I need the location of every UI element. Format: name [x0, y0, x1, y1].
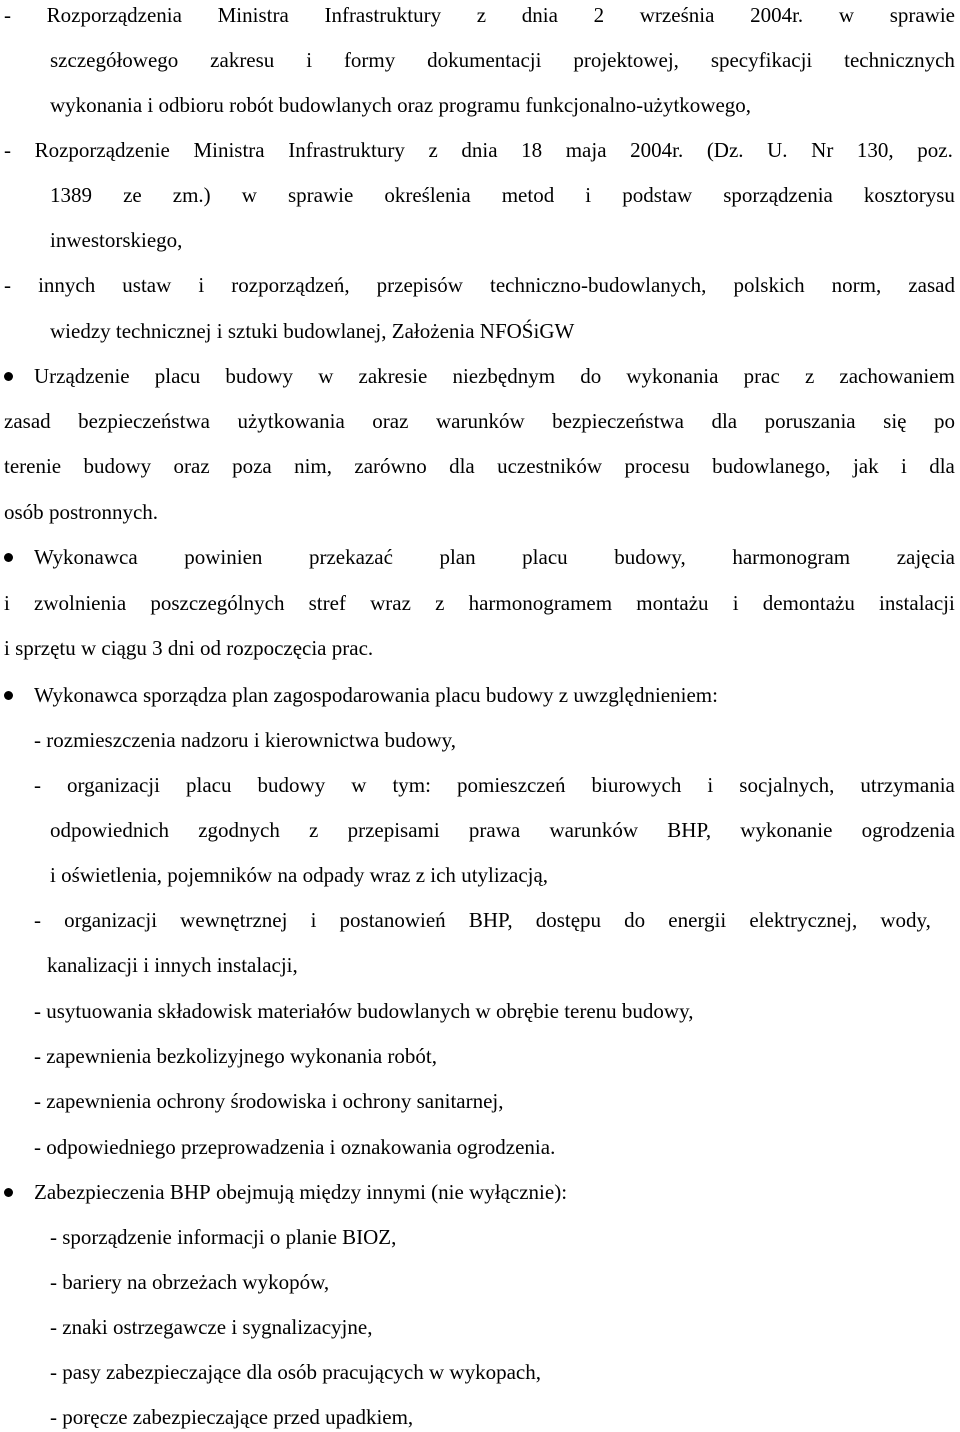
text-line: osób postronnych.: [4, 500, 159, 524]
text-line: - pasy zabezpieczające dla osób pracujących w wykopach,: [50, 1360, 541, 1384]
bullet-icon: [4, 1188, 13, 1197]
bullet-icon: [4, 372, 13, 381]
bullet-icon: [4, 691, 13, 700]
text-line: - znaki ostrzegawcze i sygnalizacyjne,: [50, 1315, 373, 1339]
text-line: Wykonawca powinien przekazać plan placu budowy, harmonogram zajęcia: [34, 545, 955, 569]
text-line: inwestorskiego,: [50, 228, 183, 252]
text-line: i sprzętu w ciągu 3 dni od rozpoczęcia prac.: [4, 636, 374, 660]
text-line: 1389 ze zm.) w sprawie określenia metod i podstaw sporządzenia kosztorysu: [50, 183, 955, 207]
text-line: - usytuowania składowisk materiałów budowlanych w obrębie terenu budowy,: [34, 999, 694, 1023]
text-line: Wykonawca sporządza plan zagospodarowania placu budowy z uwzględnieniem:: [34, 683, 718, 707]
text-line: i oświetlenia, pojemników na odpady wraz z ich utylizacją,: [50, 863, 549, 887]
text-line: Urządzenie placu budowy w zakresie niezbędnym do wykonania prac z zachowaniem: [34, 364, 955, 388]
text-line: - Rozporządzenie Ministra Infrastruktury z dnia 18 maja 2004r. (Dz. U. Nr 130, poz.: [4, 138, 953, 162]
text-line: - sporządzenie informacji o planie BIOZ,: [50, 1225, 397, 1249]
text-line: Zabezpieczenia BHP obejmują między innymi (nie wyłącznie):: [34, 1180, 568, 1204]
text-line: wiedzy technicznej i sztuki budowlanej, Założenia NFOŚiGW: [50, 319, 575, 343]
text-line: - innych ustaw i rozporządzeń, przepisów techniczno-budowlanych, polskich norm, zasad: [4, 273, 955, 297]
text-line: odpowiednich zgodnych z przepisami prawa warunków BHP, wykonanie ogrodzenia: [50, 818, 955, 842]
text-line: terenie budowy oraz poza nim, zarówno dla uczestników procesu budowlanego, jak i dla: [4, 454, 955, 478]
text-line: - rozmieszczenia nadzoru i kierownictwa budowy,: [34, 728, 457, 752]
text-line: - organizacji wewnętrznej i postanowień BHP, dostępu do energii elektrycznej, wody,: [34, 908, 931, 932]
text-line: - poręcze zabezpieczające przed upadkiem,: [50, 1405, 414, 1429]
text-line: zasad bezpieczeństwa użytkowania oraz warunków bezpieczeństwa dla poruszania się po: [4, 409, 955, 433]
text-line: - bariery na obrzeżach wykopów,: [50, 1270, 330, 1294]
text-line: - organizacji placu budowy w tym: pomieszczeń biurowych i socjalnych, utrzymania: [34, 773, 955, 797]
text-line: i zwolnienia poszczególnych stref wraz z harmonogramem montażu i demontażu instalacji: [4, 591, 955, 615]
text-line: - zapewnienia bezkolizyjnego wykonania robót,: [34, 1044, 437, 1068]
text-line: kanalizacji i innych instalacji,: [47, 953, 298, 977]
text-line: - odpowiedniego przeprowadzenia i oznakowania ogrodzenia.: [34, 1135, 556, 1159]
bullet-icon: [4, 553, 13, 562]
text-line: - zapewnienia ochrony środowiska i ochrony sanitarnej,: [34, 1089, 504, 1113]
text-line: wykonania i odbioru robót budowlanych oraz programu funkcjonalno-użytkowego,: [50, 93, 752, 117]
text-line: - Rozporządzenia Ministra Infrastruktury z dnia 2 września 2004r. w sprawie: [4, 3, 955, 27]
text-line: szczegółowego zakresu i formy dokumentacji projektowej, specyfikacji technicznych: [50, 48, 955, 72]
